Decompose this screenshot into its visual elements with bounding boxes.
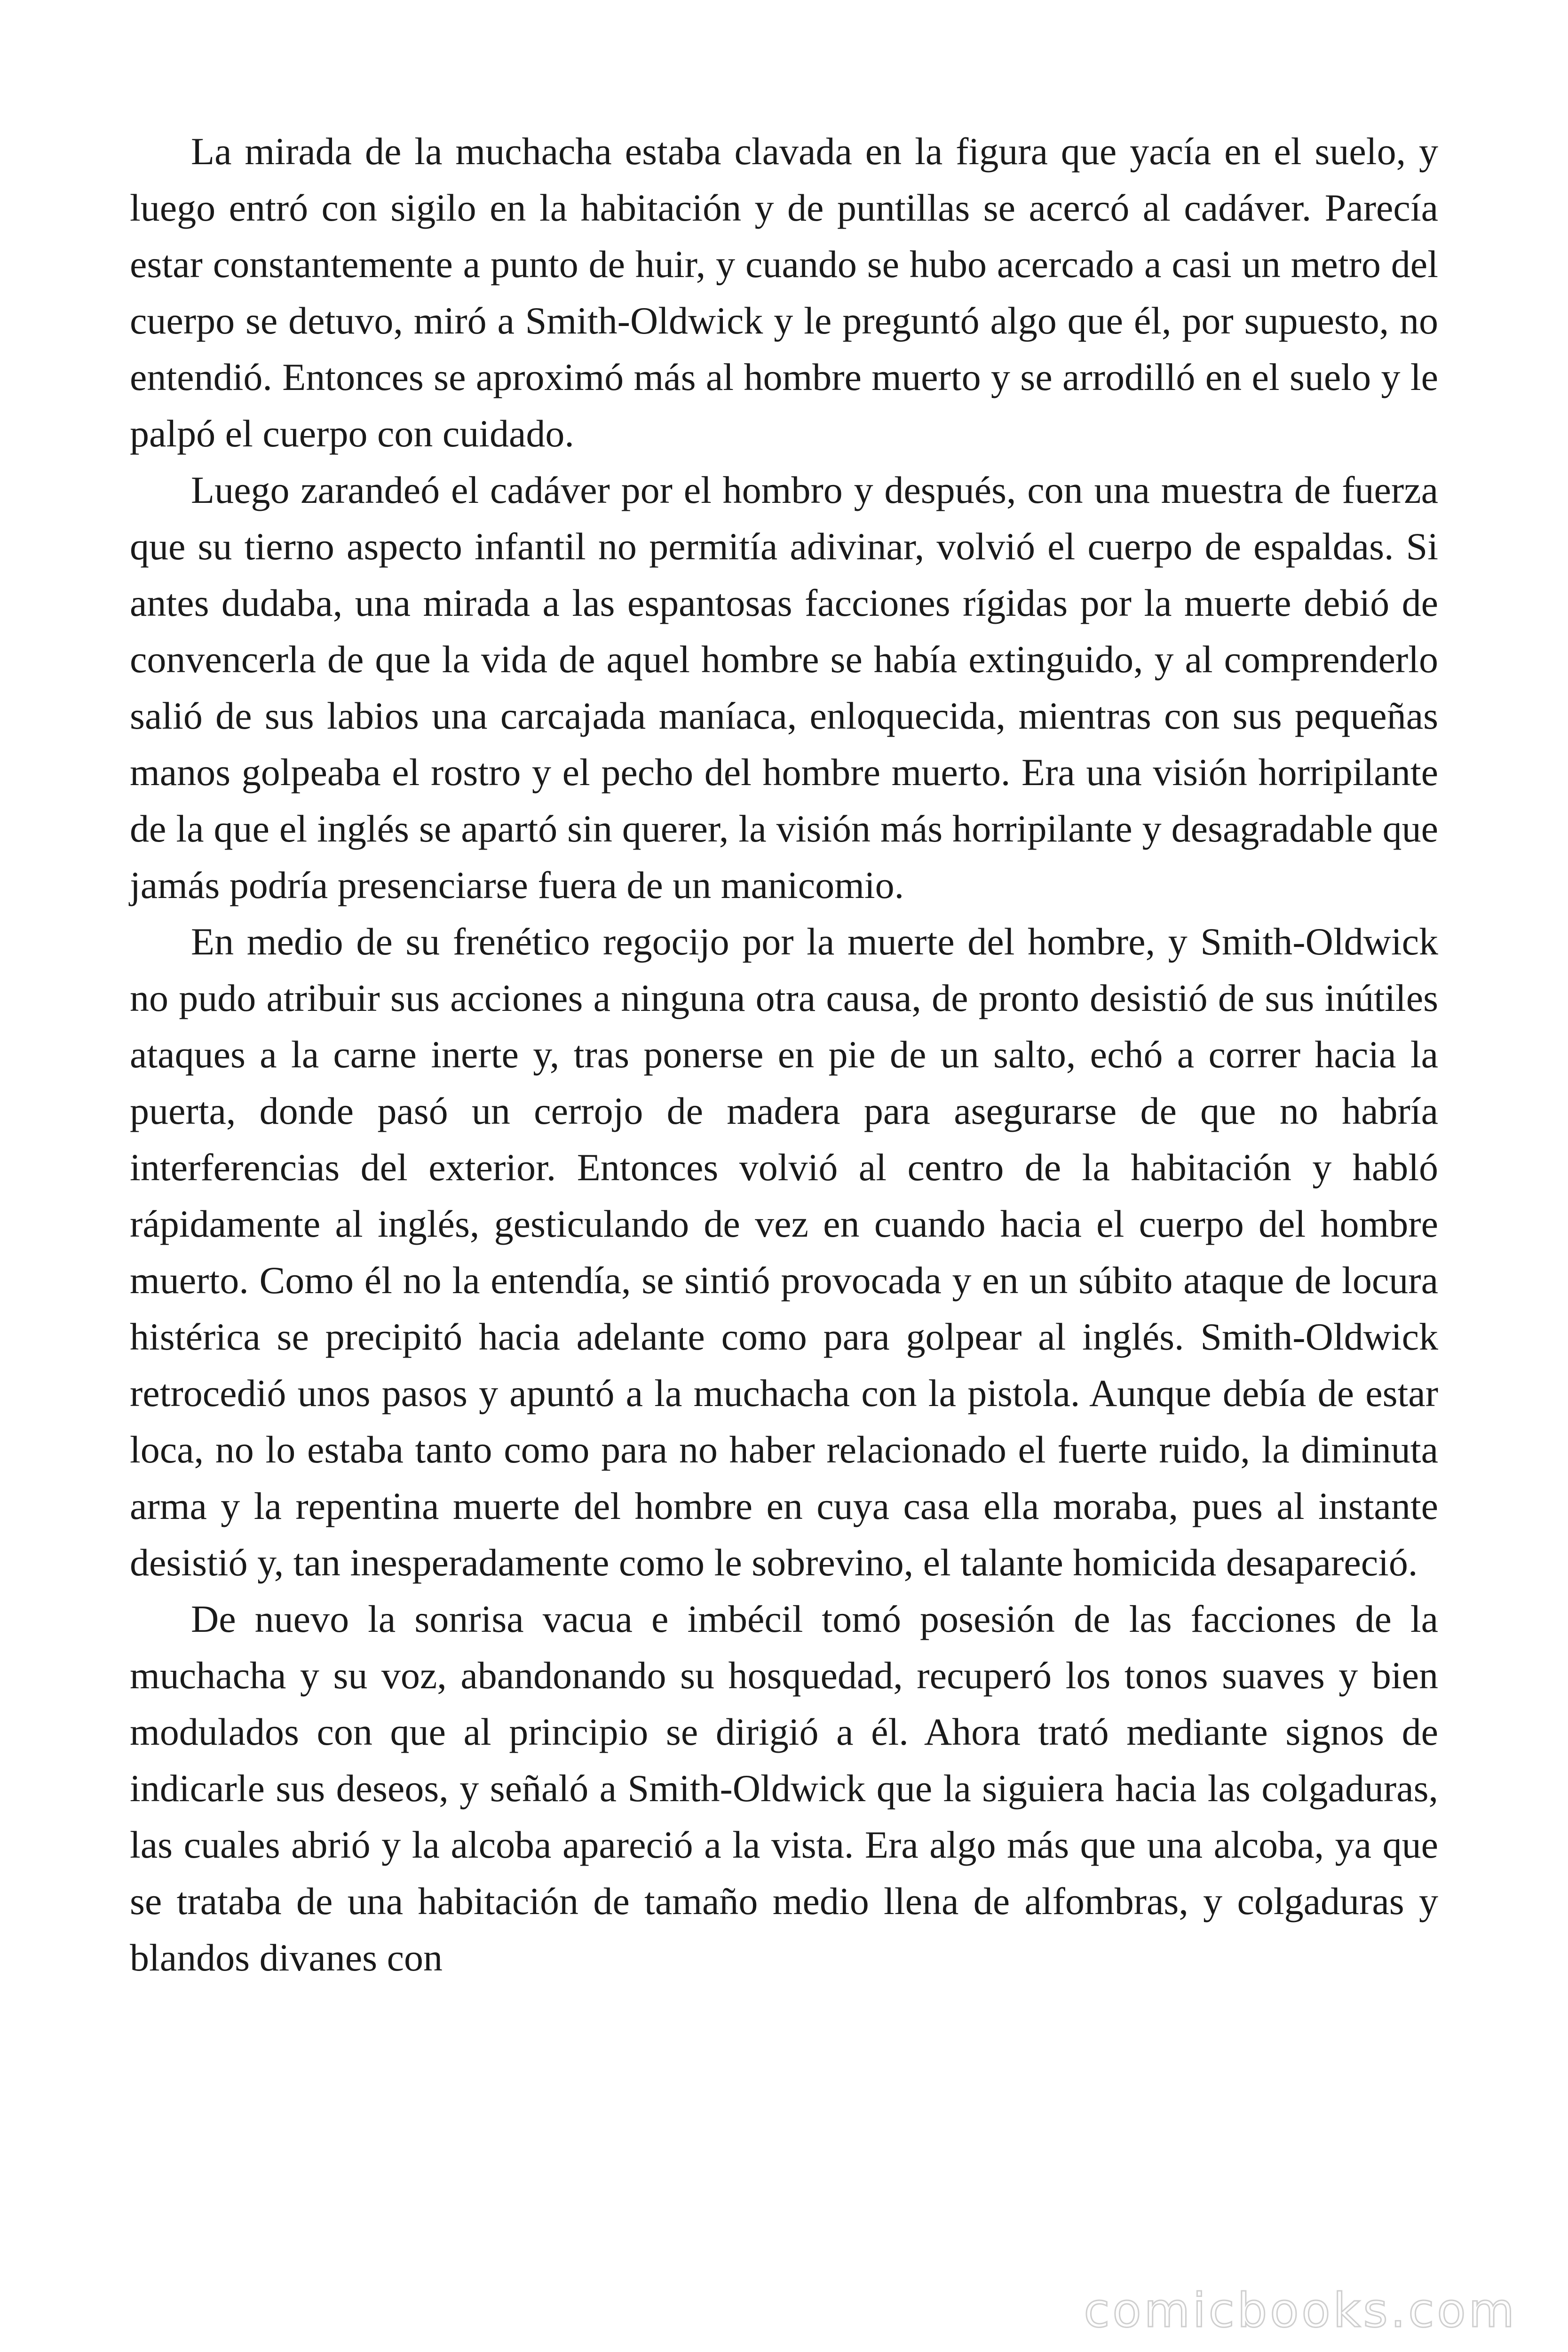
- body-text: [130, 123, 1438, 1986]
- paragraph-3: En medio de su frenético regocijo por la muerte del hombre, y Smith-Oldwick no pudo atribuir sus acciones a ninguna otra causa, de pronto desistió de sus inútiles ataques a la carne inerte y, tras ponerse en pie de un salto, echó a correr hacia la puerta, donde pasó un cerrojo de madera para asegurarse de que no habría interferencias del exterior. Entonces volvió al centro de la habitación y habló rápidamente al inglés, gesticulando de vez en cuando hacia el cuerpo del hombre muerto. Como él no la entendía, se sintió provocada y en un súbito ataque de locura histérica se precipitó hacia adelante como para golpear al inglés. Smith-Oldwick retrocedió unos pasos y apuntó a la muchacha con la pistola. Aunque debía de estar loca, no lo estaba tanto como para no haber relacionado el fuerte ruido, la diminuta arma y la repentina muerte del hombre en cuya casa ella moraba, pues al instante desistió y, tan inesperadamente como le sobrevino, el talante homicida desapareció.: [130, 920, 1438, 1584]
- watermark-logo: comicbooks.com: [1084, 2283, 1517, 2338]
- paragraph-1: La mirada de la muchacha estaba clavada en la figura que yacía en el suelo, y luego entró con sigilo en la habitación y de puntillas se acercó al cadáver. Parecía estar constantemente a punto de huir, y cuando se hubo acercado a casi un metro del cuerpo se detuvo, miró a Smith-Oldwick y le preguntó algo que él, por supuesto, no entendió. Entonces se aproximó más al hombre muerto y se arrodilló en el suelo y le palpó el cuerpo con cuidado.: [130, 130, 1438, 455]
- paragraph-4: De nuevo la sonrisa vacua e imbécil tomó posesión de las facciones de la muchacha y su voz, abandonando su hosquedad, recuperó los tonos suaves y bien modulados con que al principio se dirigió a él. Ahora trató mediante signos de indicarle sus deseos, y señaló a Smith-Oldwick que la siguiera hacia las colgaduras, las cuales abrió y la alcoba apareció a la vista. Era algo más que una alcoba, ya que se trataba de una habitación de tamaño medio llena de alfombras, y colgaduras y blandos divanes con: [130, 1597, 1438, 1979]
- paragraph-2: Luego zarandeó el cadáver por el hombro y después, con una muestra de fuerza que su tierno aspecto infantil no permitía adivinar, volvió el cuerpo de espaldas. Si antes dudaba, una mirada a las espantosas facciones rígidas por la muerte debió de convencerla de que la vida de aquel hombre se había extinguido, y al comprenderlo salió de sus labios una carcajada maníaca, enloquecida, mientras con sus pequeñas manos golpeaba el rostro y el pecho del hombre muerto. Era una visión horripilante de la que el inglés se apartó sin querer, la visión más horripilante y desagradable que jamás podría presenciarse fuera de un manicomio.: [130, 469, 1438, 906]
